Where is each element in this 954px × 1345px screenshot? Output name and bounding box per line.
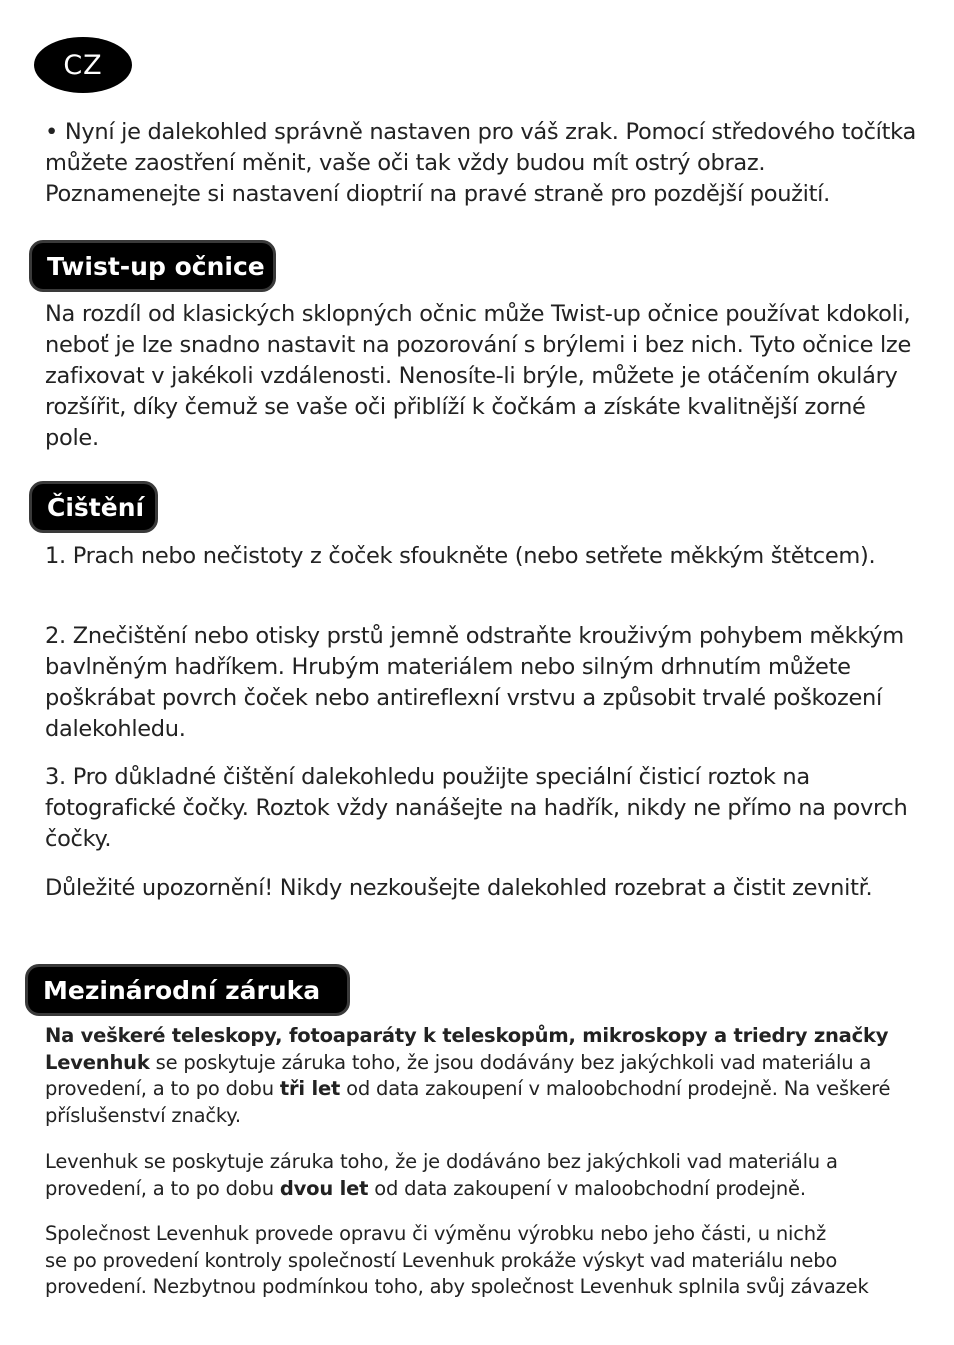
twist-up-heading-label: Twist-up očnice: [47, 251, 265, 281]
twist-up-heading: [29, 240, 276, 292]
cleaning-warning: Důležité upozornění! Nikdy nezkoušejte dalekohled rozebrat a čistit zevnitř.: [45, 875, 873, 901]
cleaning-item-1: 1. Prach nebo nečistoty z čoček sfoukněte (nebo setřete měkkým štětcem).: [45, 543, 876, 569]
cleaning-heading-label: Čištění: [47, 492, 145, 522]
intro-paragraph: • Nyní je dalekohled správně nastaven pro váš zrak. Pomocí středového točítka můžete zaostření měnit, vaše oči tak vždy budou mít ostrý obraz. Poznamenejte si nastavení dioptrií na pravé straně pro pozdější použití.: [45, 119, 916, 207]
warranty-heading-label: Mezinárodní záruka: [43, 975, 321, 1005]
warranty-p1-bold-period: tři let: [279, 1077, 341, 1100]
warranty-paragraph-1: [45, 1023, 925, 1129]
warranty-p1-text-a: se poskytuje záruka toho, že jsou dodávány bez jakýchkoli vad materiálu a provedení, a to po dobu: [45, 1050, 872, 1100]
warranty-p3-line-2: se po provedení kontroly společností Levenhuk prokáže výskyt vad materiálu nebo: [45, 1248, 838, 1272]
warranty-p3-line-3: provedení. Nezbytnou podmínkou toho, aby společnost Levenhuk splnila svůj závazek: [45, 1275, 869, 1298]
warranty-p2-bold-period: dvou let: [279, 1176, 369, 1200]
twist-up-paragraph: Na rozdíl od klasických sklopných očnic může Twist-up očnice používat kdokoli, neboť je lze snadno nastavit na pozorování s brýlemi i bez nich. Tyto očnice lze zafixovat v jakékoli vzdálenosti. Nenosíte-li brýle, můžete je otáčením okuláry rozšířit, díky čemuž se vaše oči přiblíží k čočkám a získáte kvalitnější zorné pole.: [45, 301, 911, 451]
warranty-p3-line-1: Společnost Levenhuk provede opravu či výměnu výrobku nebo jeho části, u nichž: [45, 1222, 826, 1245]
warranty-p1-bold: Na veškeré teleskopy, fotoaparáty k teleskopům, mikroskopy a triedry značky Levenhuk: [45, 1024, 889, 1074]
warranty-p2-text-a: Levenhuk se poskytuje záruka toho, že je dodáváno bez jakýchkoli vad materiálu a provedení, a to po dobu: [45, 1150, 838, 1200]
language-badge: [34, 37, 132, 93]
cleaning-item-2: 2. Znečištění nebo otisky prstů jemně odstraňte krouživým pohybem měkkým bavlněným hadříkem. Hrubým materiálem nebo silným drhnutím můžete poškrábat povrch čoček nebo antireflexní vrstvu a způsobit trvalé poškození dalekohledu.: [45, 623, 904, 742]
warranty-p1-text-b: od data zakoupení v maloobchodní prodejně. Na veškeré příslušenství značky.: [45, 1077, 891, 1127]
cleaning-item-3: 3. Pro důkladné čištění dalekohledu použijte speciální čisticí roztok na fotografické čočky. Roztok vždy nanášejte na hadřík, nikdy ne přímo na povrch čočky.: [45, 764, 908, 852]
warranty-paragraph-2: [45, 1149, 925, 1202]
language-code: CZ: [63, 49, 103, 81]
warranty-paragraph-3: [45, 1221, 945, 1301]
warranty-p2-text-b: od data zakoupení v maloobchodní prodejně.: [368, 1176, 806, 1200]
cleaning-heading: [29, 481, 158, 533]
warranty-heading: [25, 964, 350, 1016]
